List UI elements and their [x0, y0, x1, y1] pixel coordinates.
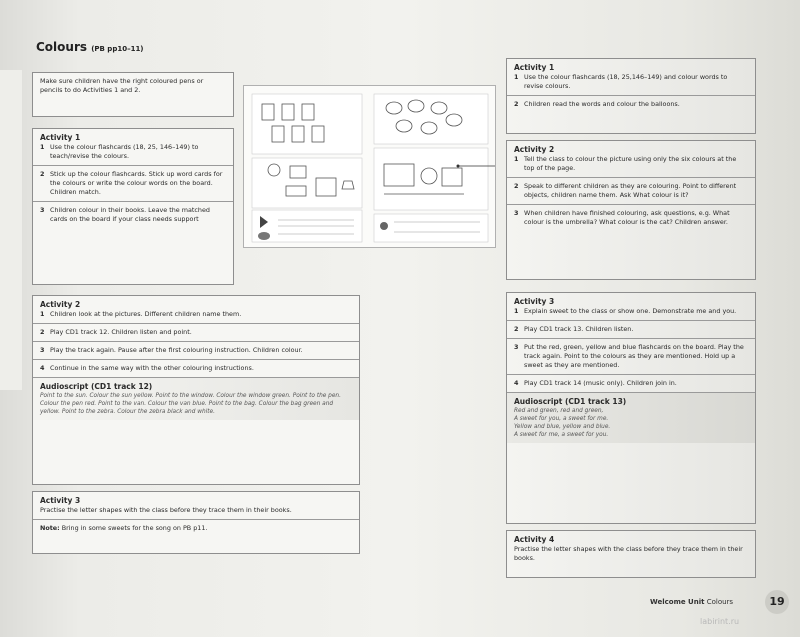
- item-number: 2: [514, 100, 519, 108]
- left-activity-1-item-2: [33, 165, 233, 201]
- left-activity-2: [33, 296, 359, 323]
- right-activity-3-box: [506, 292, 756, 524]
- right-activity-3-item-4: [507, 374, 755, 392]
- left-audioscript: [33, 377, 359, 420]
- item-text: Continue in the same way with the other colouring instructions.: [50, 364, 254, 372]
- left-activity-2-item-3: [33, 341, 359, 359]
- right-activity-1-item-2: [507, 95, 755, 113]
- left-activity-2-item-4: [33, 359, 359, 377]
- audioscript-heading: Audioscript (CD1 track 12): [40, 382, 153, 391]
- audioscript-text: Point to the sun. Colour the sun yellow. Point to the window. Colour the window green. Point to the pen. Colour the pen red. Point to the van. Colour the van blue. Point to the bag. Colour the bag green and yellow. Point to the zebra. Colour the zebra black and white.: [40, 393, 341, 415]
- left-activity-1-heading: Activity 1: [40, 133, 81, 142]
- item-text: Play CD1 track 14 (music only). Children join in.: [524, 379, 677, 387]
- item-text: Children read the words and colour the balloons.: [524, 100, 680, 108]
- item-number: 1: [514, 307, 519, 315]
- item-text: Play the track again. Pause after the first colouring instruction. Children colour.: [50, 346, 303, 354]
- right-activity-2-item-3: [507, 204, 755, 231]
- item-number: 3: [514, 343, 519, 351]
- right-activity-1: [507, 59, 755, 95]
- right-activity-2-heading: Activity 2: [514, 145, 555, 154]
- item-number: 3: [40, 206, 45, 214]
- right-activity-3: [507, 293, 755, 320]
- item-number: 2: [514, 325, 519, 333]
- right-activity-3-item-2: [507, 320, 755, 338]
- item-text: When children have finished colouring, ask questions, e.g. What colour is the umbrella? What colour is the cat? Children answer.: [524, 209, 730, 226]
- item-text: Children colour in their books. Leave the matched cards on the board if your class needs support: [50, 206, 210, 223]
- audioscript-heading: Audioscript (CD1 track 13): [514, 397, 627, 406]
- intro-box: [32, 72, 234, 117]
- item-text: Put the red, green, yellow and blue flashcards on the board. Play the track again. Point to the colours as they are mentioned. Hold up a sweet as they are mentioned.: [524, 343, 744, 369]
- left-activity-3-heading: Activity 3: [40, 496, 81, 505]
- item-text: Stick up the colour flashcards. Stick up word cards for the colours or write the colour words on the board. Children match.: [50, 170, 223, 196]
- title-main: Colours: [36, 40, 88, 54]
- audioscript-line: A sweet for me, a sweet for you.: [514, 432, 609, 438]
- item-text: Use the colour flashcards (18, 25, 146–149) to teach/revise the colours.: [50, 143, 199, 160]
- item-number: 1: [40, 143, 45, 151]
- pupil-book-thumbnail: [243, 85, 496, 248]
- item-number: 3: [40, 346, 45, 354]
- right-activity-2: [507, 141, 755, 177]
- right-activity-4-heading: Activity 4: [514, 535, 555, 544]
- right-activity-2-item-2: [507, 177, 755, 204]
- right-activity-3-item-3: [507, 338, 755, 374]
- thumbnail-illustration-icon: [244, 86, 495, 247]
- right-activity-1-box: [506, 58, 756, 134]
- audioscript-line: A sweet for you, a sweet for me.: [514, 416, 609, 422]
- footer: [650, 598, 733, 606]
- item-text: Explain sweet to the class or show one. Demonstrate me and you.: [524, 307, 737, 315]
- footer-unit: Welcome Unit: [650, 598, 705, 606]
- item-number: 2: [40, 170, 45, 178]
- decorative-splash: [0, 70, 22, 390]
- item-number: 4: [514, 379, 519, 387]
- footer-section: Colours: [706, 598, 734, 606]
- item-text: Children look at the pictures. Different children name them.: [50, 310, 242, 318]
- page-title: [36, 40, 144, 54]
- item-number: 2: [514, 182, 519, 190]
- left-activity-2-box: [32, 295, 360, 485]
- item-number: 3: [514, 209, 519, 217]
- item-number: 1: [514, 155, 519, 163]
- item-text: Use the colour flashcards (18, 25,146–149) and colour words to revise colours.: [524, 73, 728, 90]
- note-text: Bring in some sweets for the song on PB p11.: [61, 524, 208, 532]
- left-activity-3-text: Practise the letter shapes with the class before they trace them in their books.: [40, 506, 292, 514]
- note-label: Note:: [40, 524, 60, 532]
- left-activity-2-heading: Activity 2: [40, 300, 81, 309]
- item-text: Play CD1 track 13. Children listen.: [524, 325, 634, 333]
- item-number: 2: [40, 328, 45, 336]
- item-number: 1: [514, 73, 519, 81]
- watermark: labirint.ru: [700, 617, 740, 626]
- item-text: Speak to different children as they are colouring. Point to different objects, children name them. Ask What colour is it?: [524, 182, 737, 199]
- intro-text: Make sure children have the right coloured pens or pencils to do Activities 1 and 2.: [40, 77, 204, 94]
- left-activity-3-box: [32, 491, 360, 554]
- item-text: Play CD1 track 12. Children listen and point.: [50, 328, 192, 336]
- right-activity-4-box: [506, 530, 756, 578]
- left-activity-1-item-3: [33, 201, 233, 228]
- left-activity-1-box: [32, 128, 234, 285]
- right-audioscript: [507, 392, 755, 443]
- item-number: 1: [40, 310, 45, 318]
- audioscript-line: Yellow and blue, yellow and blue.: [514, 424, 611, 430]
- page-number: 19: [765, 590, 789, 614]
- left-activity-2-item-2: [33, 323, 359, 341]
- right-activity-2-box: [506, 140, 756, 280]
- left-activity-3: [33, 492, 359, 519]
- title-ref: (PB pp10–11): [91, 45, 144, 53]
- right-activity-4: [507, 531, 755, 567]
- note-row: [33, 519, 359, 537]
- item-text: Tell the class to colour the picture using only the six colours at the top of the page.: [524, 155, 737, 172]
- item-number: 4: [40, 364, 45, 372]
- right-activity-1-heading: Activity 1: [514, 63, 555, 72]
- audioscript-line: Red and green, red and green,: [514, 408, 604, 414]
- right-activity-3-heading: Activity 3: [514, 297, 555, 306]
- right-activity-4-text: Practise the letter shapes with the class before they trace them in their books.: [514, 545, 743, 562]
- left-activity-1: [33, 129, 233, 165]
